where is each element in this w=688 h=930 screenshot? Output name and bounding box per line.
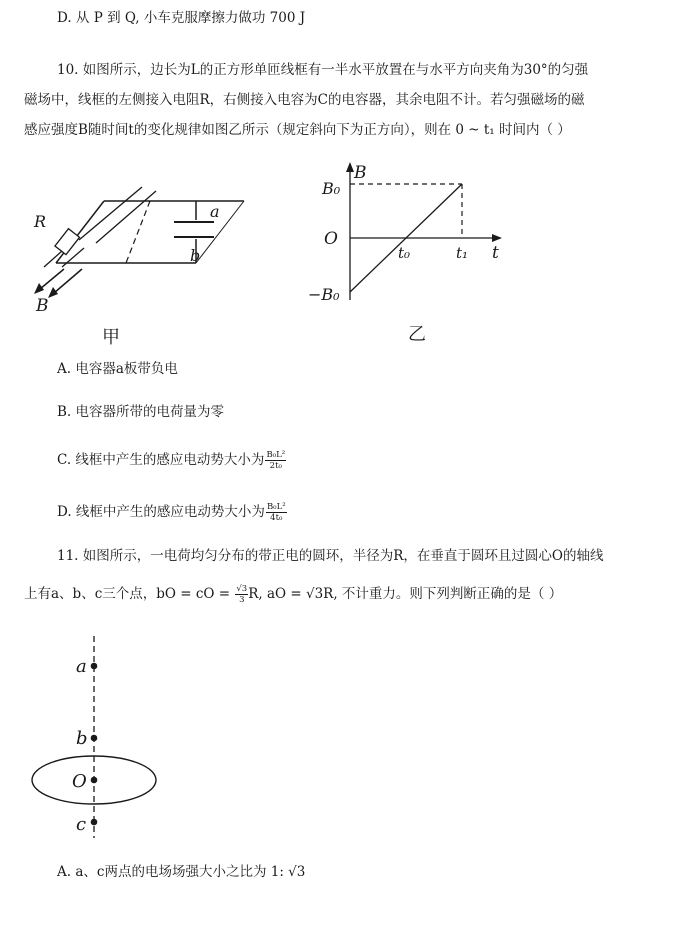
q11-fraction: $\frac{√3}{3}$ bbox=[236, 584, 248, 605]
q11-stem-line1: 11. 如图所示，一电荷均匀分布的带正电的圆环，半径为R，在垂直于圆环且过圆心O的轴线 bbox=[57, 548, 604, 564]
label-R: R bbox=[34, 212, 47, 231]
q10-option-c-text: C. 线框中产生的感应电动势大小为 bbox=[57, 452, 265, 468]
q10-stem-line2: 磁场中，线框的左侧接入电阻R，右侧接入电容为C的电容器，其余电阻不计。若匀强磁场的磁 bbox=[24, 92, 585, 108]
q10-stem-line1: 10. 如图所示，边长为L的正方形单匝线框有一半水平放置在与水平方向夹角为30°的匀强 bbox=[57, 62, 589, 78]
q10-option-b: B. 电容器所带的电荷量为零 bbox=[57, 404, 225, 420]
point-a: a bbox=[76, 656, 87, 677]
q10-option-d-fraction: $\frac{\text{B₀L²}}{\text{4t₀}}$ bbox=[266, 502, 286, 523]
point-b: b bbox=[76, 728, 88, 749]
caption-jia: 甲 bbox=[102, 327, 120, 345]
q10-option-c-fraction: $\frac{\text{B₀L²}}{\text{2t₀}}$ bbox=[266, 450, 286, 471]
tick-B0: B₀ bbox=[322, 179, 341, 198]
tick-t1: t₁ bbox=[456, 244, 469, 262]
label-b: b bbox=[190, 246, 201, 265]
label-a: a bbox=[210, 202, 220, 221]
axis-label-t: t bbox=[492, 243, 499, 263]
axis-label-B: B bbox=[354, 163, 367, 183]
q10-option-d-text: D. 线框中产生的感应电动势大小为 bbox=[57, 504, 265, 520]
point-c: c bbox=[76, 814, 87, 835]
tick-t0: t₀ bbox=[398, 244, 411, 262]
circuit-figure-jia bbox=[24, 165, 274, 345]
q11-stem-line2-b: R, aO = √3R, 不计重力。则下列判断正确的是（ ） bbox=[248, 586, 563, 602]
q11-option-a: A. a、c两点的电场场强大小之比为 1: √3 bbox=[57, 864, 306, 880]
caption-yi: 乙 bbox=[408, 324, 426, 345]
origin-O: O bbox=[324, 229, 338, 249]
q10-option-a: A. 电容器a板带负电 bbox=[57, 361, 178, 377]
tick-negB0: −B₀ bbox=[308, 285, 340, 304]
point-O: O bbox=[72, 771, 87, 792]
graph-figure-yi bbox=[300, 160, 510, 350]
ring-axis-figure bbox=[24, 632, 184, 842]
q10-option-c bbox=[57, 450, 286, 471]
q10-option-d bbox=[57, 502, 287, 523]
q10-stem-line3: 感应强度B随时间t的变化规律如图乙所示（规定斜向下为正方向），则在 0 ~ t₁ 时间内（ ） bbox=[24, 122, 571, 138]
label-B: B bbox=[36, 296, 49, 316]
prev-option-d: D. 从 P 到 Q, 小车克服摩擦力做功 700 J bbox=[57, 10, 306, 26]
q11-stem-line2 bbox=[24, 584, 562, 605]
q11-stem-line2-a: 上有a、b、c三个点，bO = cO = bbox=[24, 586, 235, 602]
